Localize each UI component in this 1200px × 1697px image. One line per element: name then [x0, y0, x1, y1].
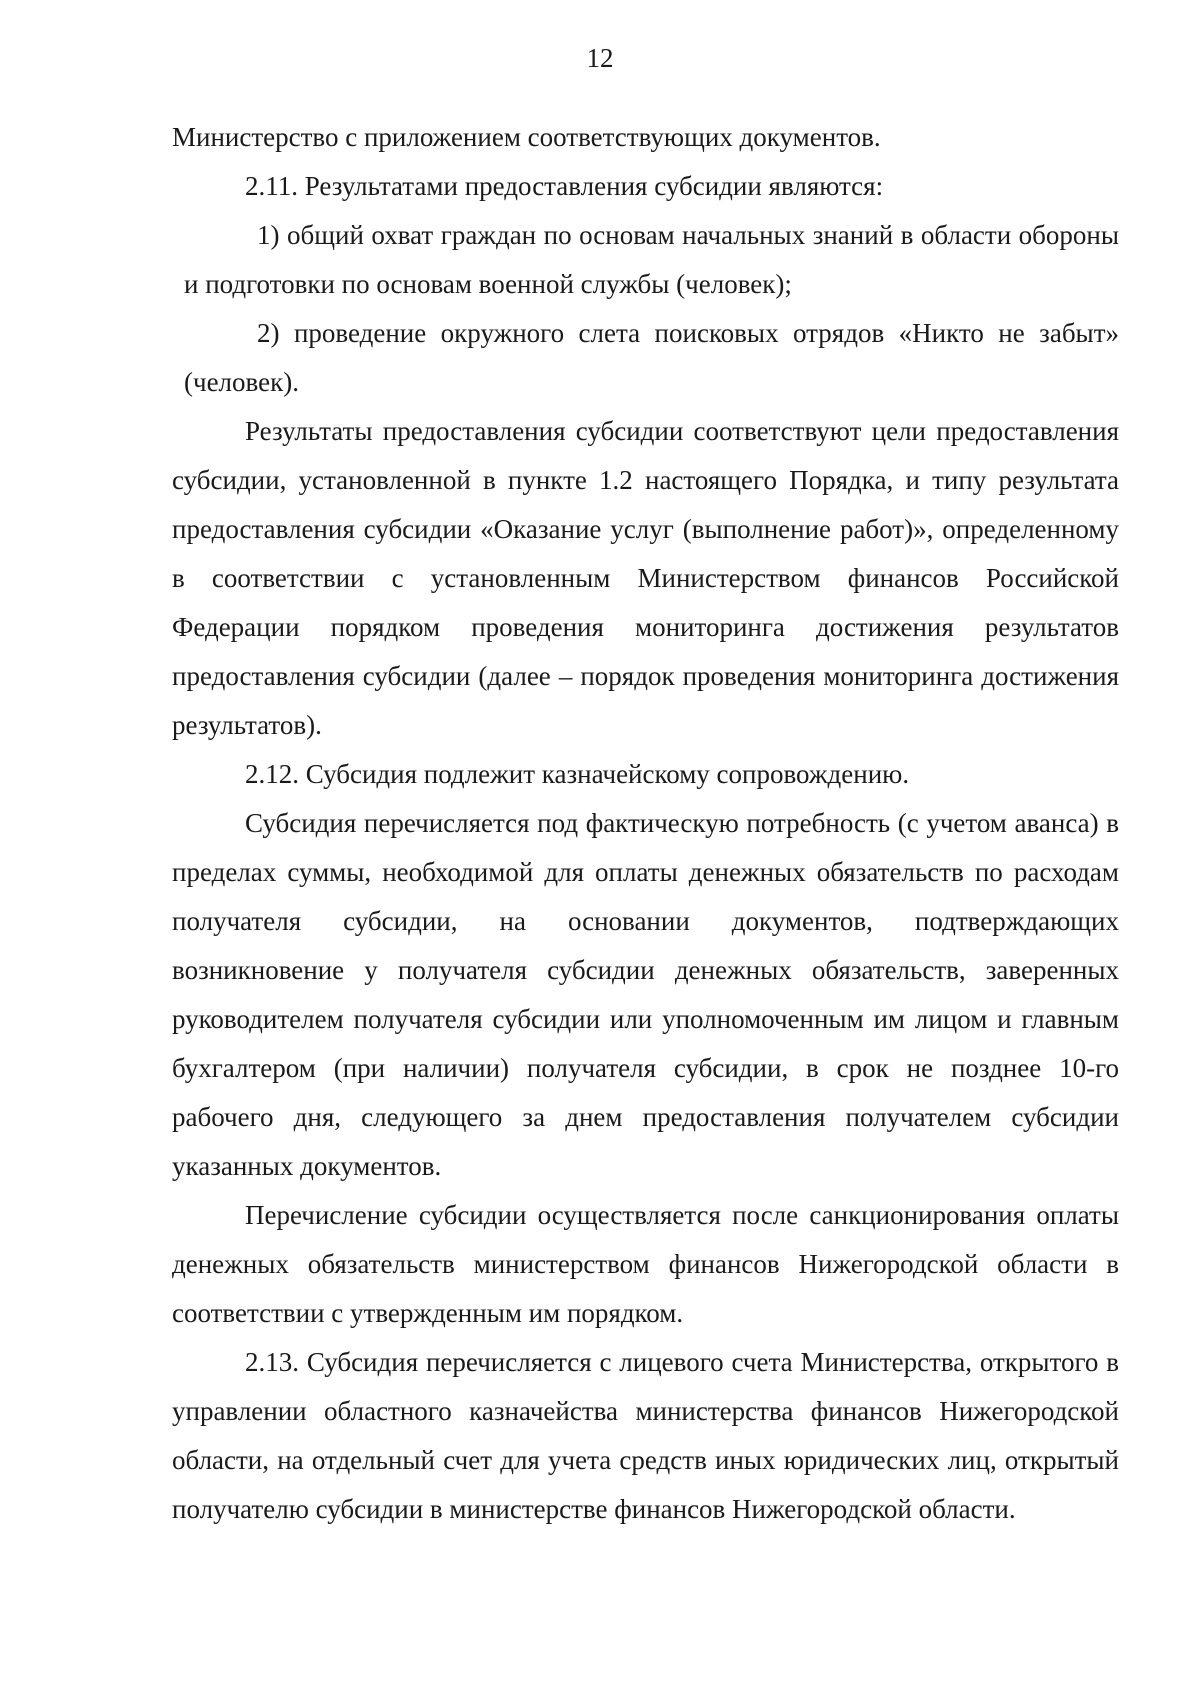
clause-2-12: 2.12. Субсидия подлежит казначейскому сопровождению.: [245, 759, 910, 789]
results-compliance-paragraph: Результаты предоставления субсидии соответствуют цели предоставления субсидии, установленной в пункте 1.2 настоящего Порядка, и типу результата предоставления субсидии «Оказание услуг (выполнение работ)», определенному в соответствии с установленным Министерством финансов Российской Федерации порядком проведения мониторинга достижения результатов предоставления субсидии (далее – порядок проведения мониторинга достижения результатов).: [172, 416, 1119, 740]
paragraph-continuation: Министерство с приложением соответствующих документов.: [172, 122, 881, 152]
document-body: [172, 113, 1119, 1534]
result-item-2: 2) проведение окружного слета поисковых отрядов «Никто не забыт» (человек).: [184, 318, 1119, 397]
transfer-authorization-paragraph: Перечисление субсидии осуществляется после санкционирования оплаты денежных обязательств министерством финансов Нижегородской области в соответствии с утвержденным им порядком.: [172, 1200, 1119, 1328]
page-number: 12: [586, 43, 614, 73]
result-item-1: 1) общий охват граждан по основам начальных знаний в области обороны и подготовки по основам военной службы (человек);: [184, 220, 1119, 299]
subsidy-transfer-paragraph: Субсидия перечисляется под фактическую потребность (с учетом аванса) в пределах суммы, необходимой для оплаты денежных обязательств по расходам получателя субсидии, на основании документов, подтверждающих возникновение у получателя субсидии денежных обязательств, заверенных руководителем получателя субсидии или уполномоченным им лицом и главным бухгалтером (при наличии) получателя субсидии, в срок не позднее 10-го рабочего дня, следующего за днем предоставления получателем субсидии указанных документов.: [172, 808, 1119, 1181]
clause-2-13: 2.13. Субсидия перечисляется с лицевого счета Министерства, открытого в управлении областного казначейства министерства финансов Нижегородской области, на отдельный счет для учета средств иных юридических лиц, открытый получателю субсидии в министерстве финансов Нижегородской области.: [172, 1347, 1119, 1524]
clause-2-11-heading: 2.11. Результатами предоставления субсидии являются:: [245, 171, 884, 201]
